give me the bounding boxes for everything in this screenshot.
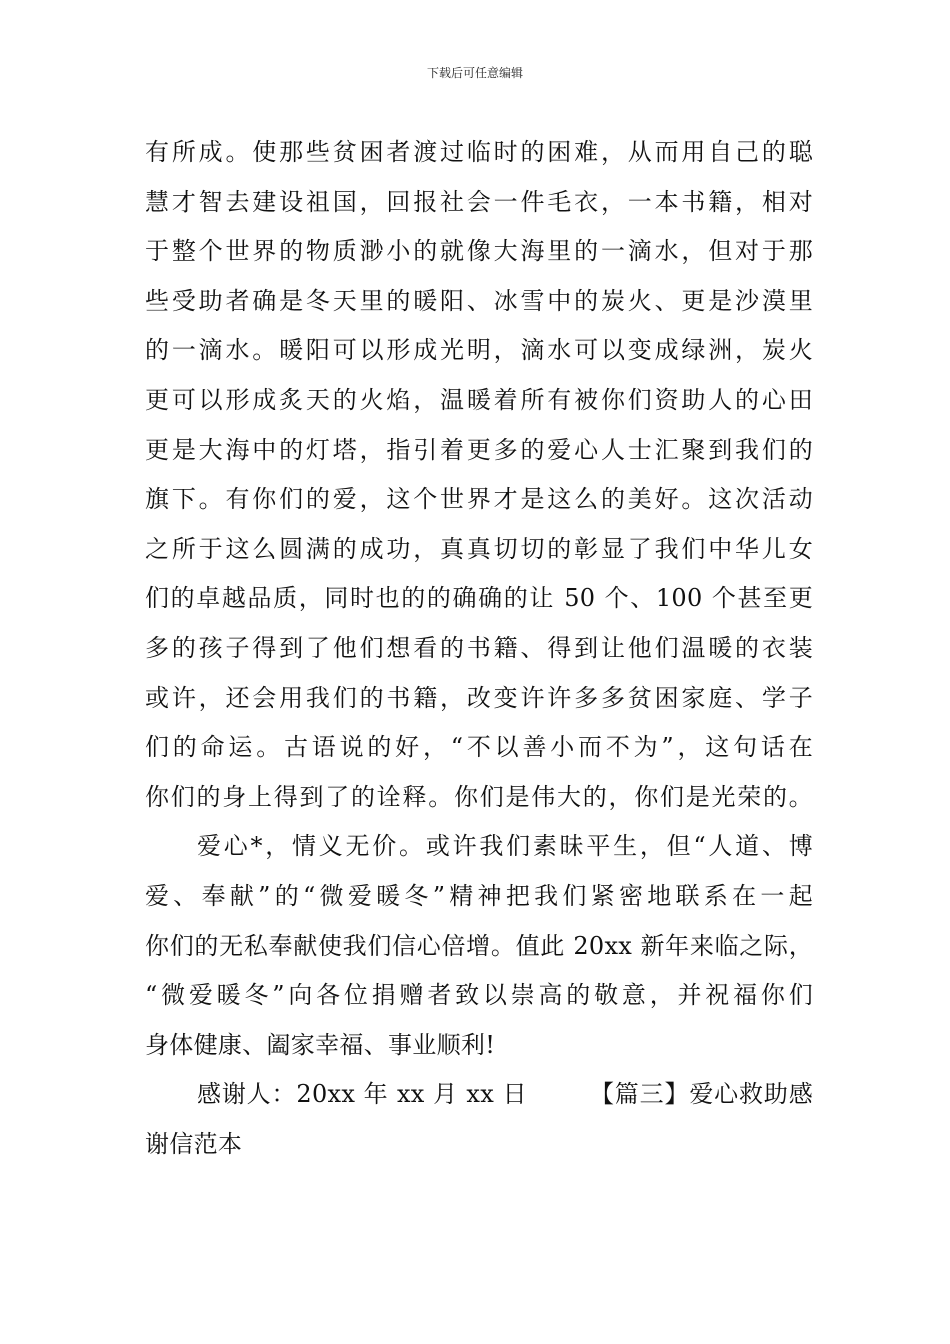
paragraph-start-line: 爱心*，情义无价。或许我们素昧平生，但“人道、博 <box>197 832 813 861</box>
body-line: 慧才智去建设祖国，回报社会一件毛衣，一本书籍，相对 <box>145 187 813 216</box>
body-line: 有所成。使那些贫困者渡过临时的困难，从而用自己的聪 <box>145 138 813 166</box>
body-line: 于整个世界的物质渺小的就像大海里的一滴水，但对于那 <box>145 237 813 266</box>
body-line: 的一滴水。暖阳可以形成光明，滴水可以变成绿洲，炭火 <box>145 336 813 365</box>
body-line: 多的孩子得到了他们想看的书籍、得到让他们温暖的衣装 <box>145 633 813 662</box>
page-header: 下载后可任意编辑 <box>426 66 523 80</box>
body-line: 们的命运。古语说的好，“不以善小而不为”，这句话在 <box>145 733 813 762</box>
body-line: 旗下。有你们的爱，这个世界才是这么的美好。这次活动 <box>145 485 813 514</box>
body-line: 们的卓越品质，同时也的的确确的让 50 个、100 个甚至更 <box>145 584 813 613</box>
body-line: 更是大海中的灯塔，指引着更多的爱心人士汇聚到我们的 <box>145 435 813 464</box>
signature-line: 感谢人：20xx 年 xx 月 xx 日 【篇三】爱心救助感 <box>197 1080 813 1109</box>
body-line: 之所于这么圆满的成功，真真切切的彰显了我们中华儿女 <box>145 534 813 563</box>
body-line: 身体健康、阖家幸福、事业顺利! <box>145 1030 496 1059</box>
letter-body <box>145 128 813 1169</box>
body-line: 些受助者确是冬天里的暖阳、冰雪中的炭火、更是沙漠里 <box>145 286 813 315</box>
body-line: “微爱暖冬”向各位捐赠者致以崇高的敬意，并祝福你们 <box>145 981 813 1010</box>
body-line: 你们的身上得到了的诠释。你们是伟大的，你们是光荣的。 <box>145 782 813 811</box>
section-title-line: 谢信范本 <box>145 1129 243 1158</box>
body-line: 更可以形成炙天的火焰，温暖着所有被你们资助人的心田 <box>145 385 813 414</box>
body-line: 或许，还会用我们的书籍，改变许许多多贫困家庭、学子 <box>145 683 813 712</box>
body-line: 爱、奉献”的“微爱暖冬”精神把我们紧密地联系在一起 <box>145 881 813 910</box>
body-line: 你们的无私奉献使我们信心倍增。值此 20xx 新年来临之际， <box>145 931 813 960</box>
